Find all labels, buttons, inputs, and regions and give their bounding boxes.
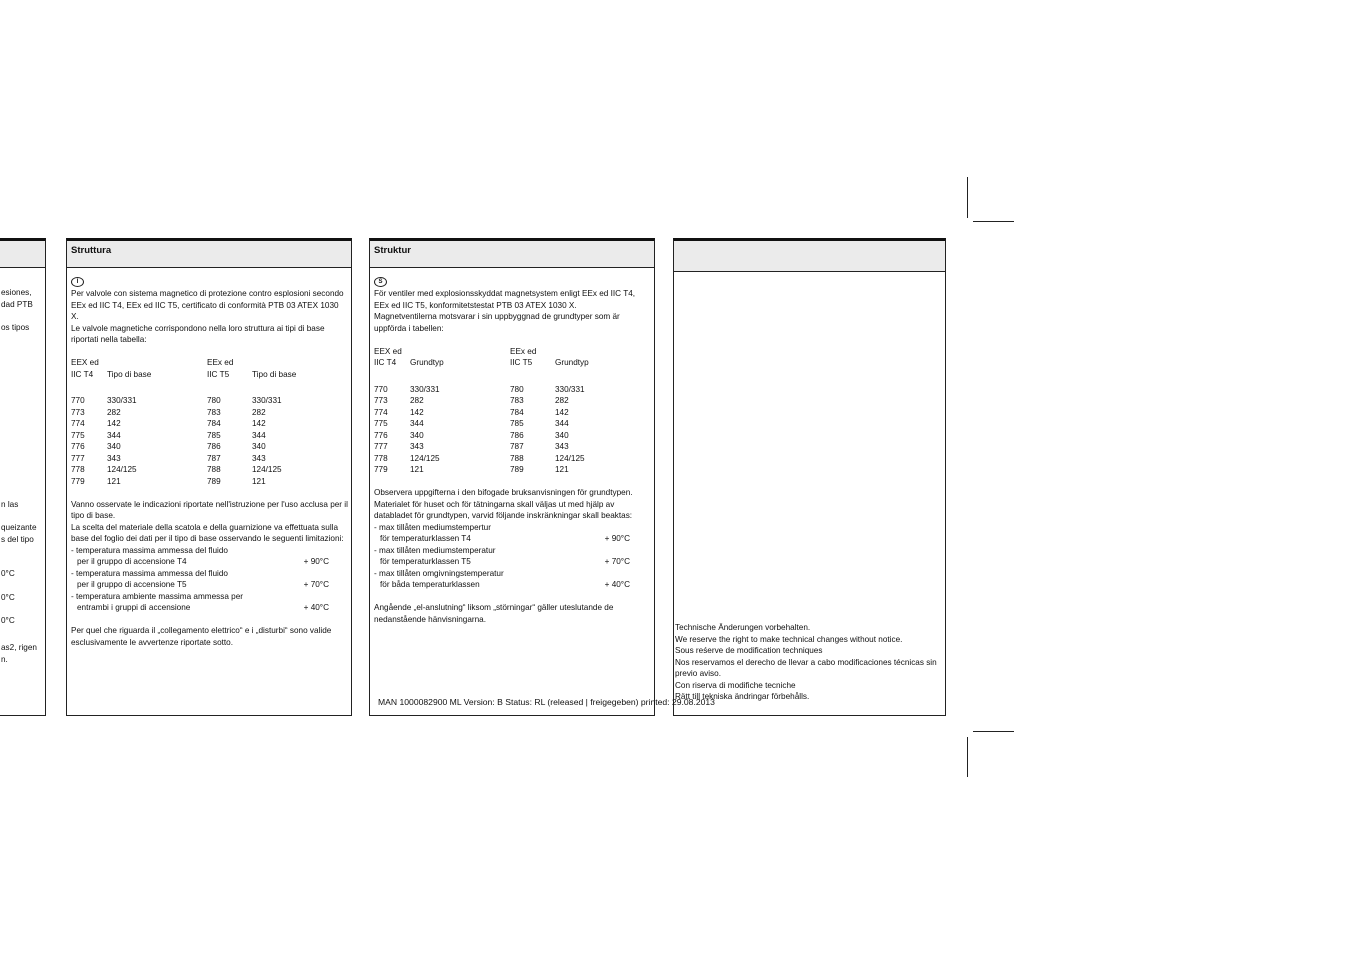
col-b-head: Tipo di base [107,369,152,379]
table-cell: 121 [107,476,121,486]
limit-row [374,556,630,568]
table-cell: 142 [252,419,266,428]
limit-sublabel: för båda temperaturklassen [380,580,480,589]
table-row [374,441,589,453]
table-row [71,430,296,442]
table-cell: 784 [510,407,524,417]
table-cell: 282 [107,407,121,417]
col-d-head: Tipo di base [252,369,297,379]
col-b-head: Grundtyp [410,358,444,367]
table-cell: 774 [71,419,85,428]
limit-label: - temperatura massima ammessa del fluido [71,568,228,578]
limit-row [71,556,329,568]
table-cell: 330/331 [410,384,440,394]
panel-header [674,241,945,272]
table-row [374,395,589,407]
spanish-panel-fragment [0,238,46,716]
fragment-line: dad PTB [1,300,33,309]
table-cell: 770 [374,384,388,394]
table-cell: 780 [207,396,221,405]
table-cell: 282 [410,396,424,405]
fragment-line: 0°C [1,593,15,602]
note-text: Vanno osservate le indicazioni riportate nell'istruzione per l'uso acclusa per il tipo di base. [71,499,348,520]
table-cell: 124/125 [410,453,440,463]
table-row [71,418,296,430]
note-text-2: La scelta del materiale della scatola e della guarnizione va effettuata sulla base del foglio dei dati per il tipo di base osservando le seguenti limitazioni: [71,522,344,543]
crop-mark-bottom-vertical [967,737,968,777]
notice-line: We reserve the right to make technical changes without notice. [675,634,903,644]
limit-temperature: + 70°C [604,557,630,566]
col-c-head: EEx ed IIC T5 [510,346,537,367]
fragment-line: n. [1,655,8,664]
table-cell: 773 [71,407,85,417]
table-row [71,476,296,488]
table-cell: 786 [207,442,221,451]
table-cell: 776 [374,430,388,440]
table-cell: 330/331 [555,384,585,394]
outro-text: Angående „el-anslutning“ liksom „störningar“ gäller uteslutande de nedanstående hänvisningarna. [374,603,614,624]
limit-sublabel: för temperaturklassen T4 [380,534,471,543]
type-table [71,357,296,487]
table-row [374,453,589,465]
limit-label: - max tillåten omgivningstemperatur [374,568,504,578]
table-cell: 124/125 [555,453,585,463]
outro-text: Per quel che riguarda il „collegamento elettrico“ e i „disturbi“ sono valide esclusivamente le avvertenze riportate sotto. [71,626,332,647]
crop-mark-bottom-horizontal [973,731,1014,732]
limit-label: - temperatura ambiente massima ammessa per [71,591,244,601]
panel-title: Struktur [370,241,654,268]
intro-text-2: Magnetventilerna motsvarar i sin uppbyggnad de grundtyper som är uppförda i tabellen: [374,312,620,333]
table-cell: 343 [410,442,424,451]
table-cell: 784 [207,419,221,428]
limit-sublabel: per il gruppo di accensione T5 [77,580,187,589]
table-cell: 778 [71,465,85,474]
swedish-panel [369,238,655,716]
col-d-head: Grundtyp [555,358,589,367]
limit-sublabel: per il gruppo di accensione T4 [77,557,187,566]
limit-row [71,602,329,614]
table-cell: 142 [410,407,424,417]
col-a-head: EEX ed IIC T4 [374,346,402,367]
table-cell: 779 [71,476,85,486]
note-text: Observera uppgifterna i den bifogade bruksanvisningen för grundtypen. Materialet för huset och för tätningarna skall väljas ut med hjälp av databladet för grundtypen, varvid följande inskränkningar skall beaktas: [374,488,633,520]
notice-line: Technische Änderungen vorbehalten. [675,623,811,632]
fragment-line: n las [1,500,19,509]
table-row [374,384,589,396]
table-cell: 783 [510,396,524,405]
table-cell: 340 [410,430,424,440]
table-cell: 787 [510,442,524,451]
table-cell: 770 [71,396,85,405]
table-cell: 343 [555,442,569,451]
fragment-text [1,3,61,703]
fragment-line: s del tipo [1,535,34,544]
italian-panel [66,238,352,716]
table-cell: 777 [374,442,388,451]
fragment-line: 0°C [1,569,15,578]
table-cell: 340 [252,442,266,451]
crop-mark-top-horizontal [973,221,1014,222]
table-cell: 330/331 [107,396,137,405]
table-cell: 340 [107,442,121,451]
table-row [374,430,589,442]
table-cell: 121 [252,476,266,486]
table-cell: 779 [374,465,388,474]
table-cell: 778 [374,453,388,463]
table-cell: 343 [107,453,121,463]
table-cell: 344 [410,419,424,428]
table-cell: 783 [207,407,221,417]
table-cell: 124/125 [107,465,137,474]
table-cell: 775 [71,430,85,440]
panel-body [374,275,651,625]
crop-mark-top-vertical [967,177,968,218]
table-cell: 344 [555,419,569,428]
table-cell: 121 [410,465,424,474]
notice-line: Nos reservamos el derecho de llevar a cabo modificaciones técnicas sin previo aviso. [675,657,937,678]
technical-changes-notice [675,622,943,703]
table-cell: 774 [374,407,388,417]
panel-title: Struttura [67,241,351,268]
table-row [71,441,296,453]
table-cell: 788 [510,453,524,463]
table-cell: 788 [207,465,221,474]
table-cell: 282 [555,396,569,405]
limit-temperature: + 40°C [303,603,329,612]
table-row [374,464,589,476]
table-cell: 786 [510,430,524,440]
limit-label: - max tillåten mediumstemperatur [374,545,496,555]
table-cell: 789 [207,476,221,486]
table-row [71,453,296,465]
table-cell: 776 [71,442,85,451]
limit-label: - temperatura massima ammessa del fluido [71,545,228,555]
col-a-head: EEX ed IIC T4 [71,358,99,379]
notice-line: Sous reśerve de modification techniques [675,646,823,655]
limits-list [374,522,630,591]
intro-text: Per valvole con sistema magnetico di protezione contro esplosioni secondo EEx ed IIC T4, EEx ed IIC T5, certificato di conformità PTB 03 ATEX 1030 X. [71,289,344,321]
table-cell: 787 [207,453,221,463]
table-cell: 789 [510,465,524,474]
fragment-line: queizante [1,523,37,532]
table-cell: 344 [107,430,121,440]
table-cell: 124/125 [252,465,282,474]
language-i-icon: I [71,277,84,287]
notice-line: Rätt till tekniska ändringar förbehålls. [675,692,810,701]
col-c-head: EEx ed IIC T5 [207,358,234,379]
table-row [71,464,296,476]
limit-sublabel: entrambi i gruppi di accensione [77,603,191,612]
intro-text: För ventiler med explosionsskyddat magnetsystem enligt EEx ed IIC T4, EEx ed IIC T5, konformitetstestat PTB 03 ATEX 1030 X. [374,289,636,310]
fragment-line: esiones, [1,288,32,297]
table-cell: 773 [374,396,388,405]
notice-line: Con riserva di modifiche tecniche [675,680,796,690]
intro-text-2: Le valvole magnetiche corrispondono nella loro struttura ai tipi di base riportati nella tabella: [71,323,325,344]
limit-row [374,533,630,545]
fragment-line: 0°C [1,616,15,625]
table-row [374,418,589,430]
limit-temperature: + 90°C [303,557,329,566]
table-row [71,395,296,407]
table-cell: 142 [555,407,569,417]
limit-sublabel: för temperaturklassen T5 [380,557,471,566]
limit-label: - max tillåten mediumstempertur [374,522,491,532]
limit-row [71,579,329,591]
table-cell: 282 [252,407,266,417]
panel-body [71,275,348,648]
table-cell: 785 [207,430,221,440]
fragment-line: os tipos [1,323,30,332]
language-s-icon: S [374,277,387,287]
table-cell: 785 [510,419,524,428]
limit-row [374,579,630,591]
fragment-line: as2, rigen [1,643,37,652]
table-cell: 121 [555,465,569,474]
table-cell: 775 [374,419,388,428]
type-table [374,346,589,476]
table-cell: 344 [252,430,266,440]
limit-temperature: + 90°C [604,534,630,543]
table-cell: 777 [71,453,85,463]
table-row [71,407,296,419]
limit-temperature: + 70°C [303,580,329,589]
table-cell: 780 [510,384,524,394]
table-row [374,407,589,419]
table-cell: 343 [252,453,266,463]
table-cell: 340 [555,430,569,440]
table-cell: 330/331 [252,396,282,405]
limits-list [71,545,329,614]
limit-temperature: + 40°C [604,580,630,589]
table-cell: 142 [107,419,121,428]
document-footer: MAN 1000082900 ML Version: B Status: RL (released | freigegeben) printed: 29.08.2013 [378,697,715,707]
